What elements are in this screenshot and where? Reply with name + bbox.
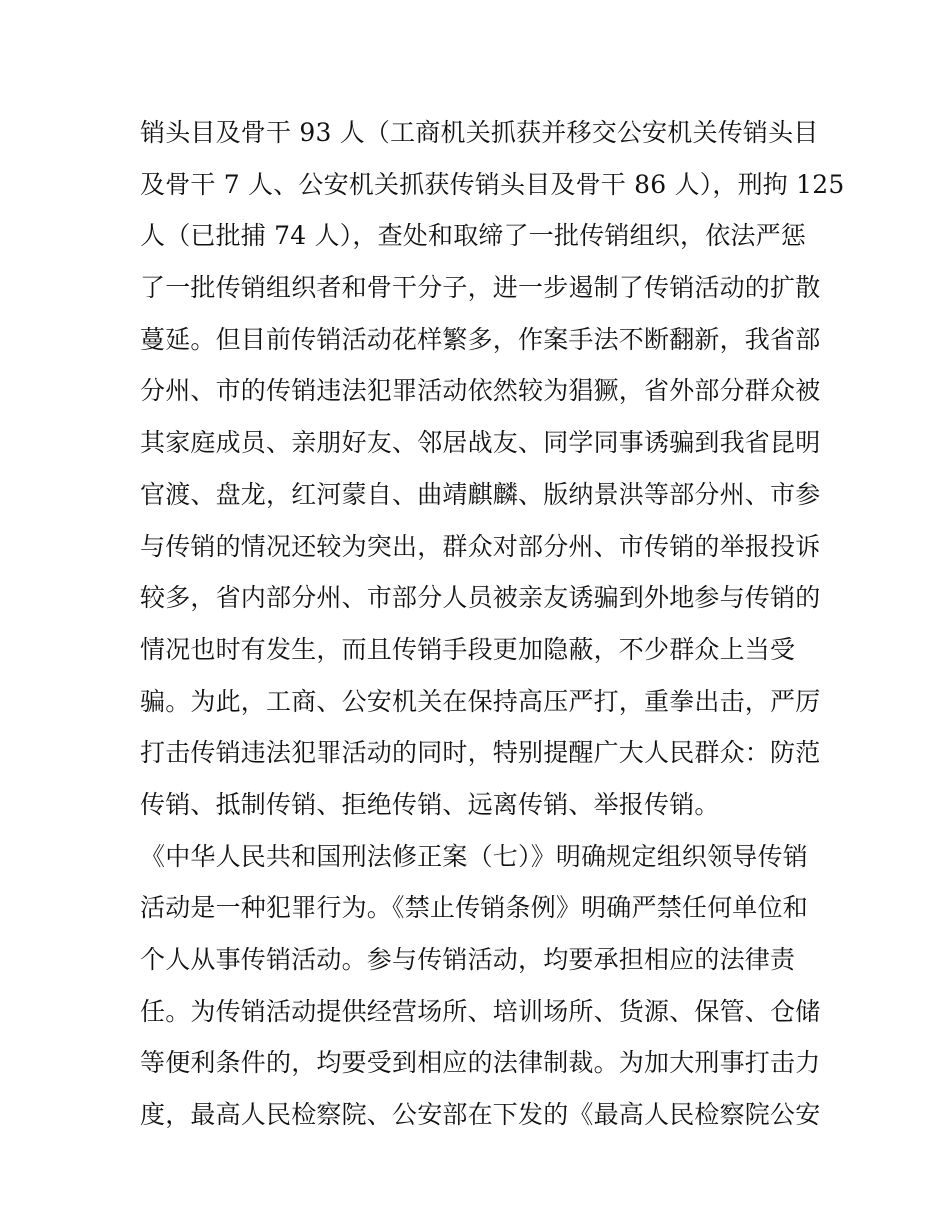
text-line: 及骨干 7 人、公安机关抓获传销头目及骨干 86 人），刑拘 125: [140, 169, 845, 199]
text-line: 等便利条件的，均要受到相应的法律制裁。为加大刑事打击力: [140, 1048, 821, 1078]
body-text: [140, 107, 845, 1141]
text-line: 人（已批捕 74 人），查处和取缔了一批传销组织，依法严惩: [140, 221, 807, 251]
text-line: 分州、市的传销违法犯罪活动依然较为猖獗，省外部分群众被: [140, 376, 821, 406]
text-line: 了一批传销组织者和骨干分子，进一步遏制了传销活动的扩散: [140, 273, 821, 303]
text-line: 情况也时有发生，而且传销手段更加隐蔽，不少群众上当受: [140, 634, 796, 664]
text-line: 骗。为此，工商、公安机关在保持高压严打，重拳出击，严厉: [140, 686, 821, 716]
text-line: 其家庭成员、亲朋好友、邻居战友、同学同事诱骗到我省昆明: [140, 428, 821, 458]
text-line: 打击传销违法犯罪活动的同时，特别提醒广大人民群众：防范: [140, 738, 821, 768]
text-line: 活动是一种犯罪行为。《禁止传销条例》明确严禁任何单位和: [140, 893, 808, 923]
text-line: 传销、抵制传销、拒绝传销、远离传销、举报传销。: [140, 789, 720, 819]
text-line: 蔓延。但目前传销活动花样繁多，作案手法不断翻新，我省部: [140, 324, 821, 354]
text-line: 个人从事传销活动。参与传销活动，均要承担相应的法律责: [140, 945, 796, 974]
text-line: 销头目及骨干 93 人（工商机关抓获并移交公安机关传销头目: [140, 118, 819, 147]
text-line: 与传销的情况还较为突出，群众对部分州、市传销的举报投诉: [140, 531, 821, 561]
text-line: 官渡、盘龙，红河蒙自、曲靖麒麟、版纳景洪等部分州、市参: [140, 479, 821, 509]
text-line: 《中华人民共和国刑法修正案（七）》明确规定组织领导传销: [140, 841, 808, 871]
text-line: 较多，省内部分州、市部分人员被亲友诱骗到外地参与传销的: [140, 583, 821, 613]
text-line: 度，最高人民检察院、公安部在下发的《最高人民检察院公安: [140, 1100, 821, 1130]
text-line: 任。为传销活动提供经营场所、培训场所、货源、保管、仓储: [140, 996, 821, 1026]
